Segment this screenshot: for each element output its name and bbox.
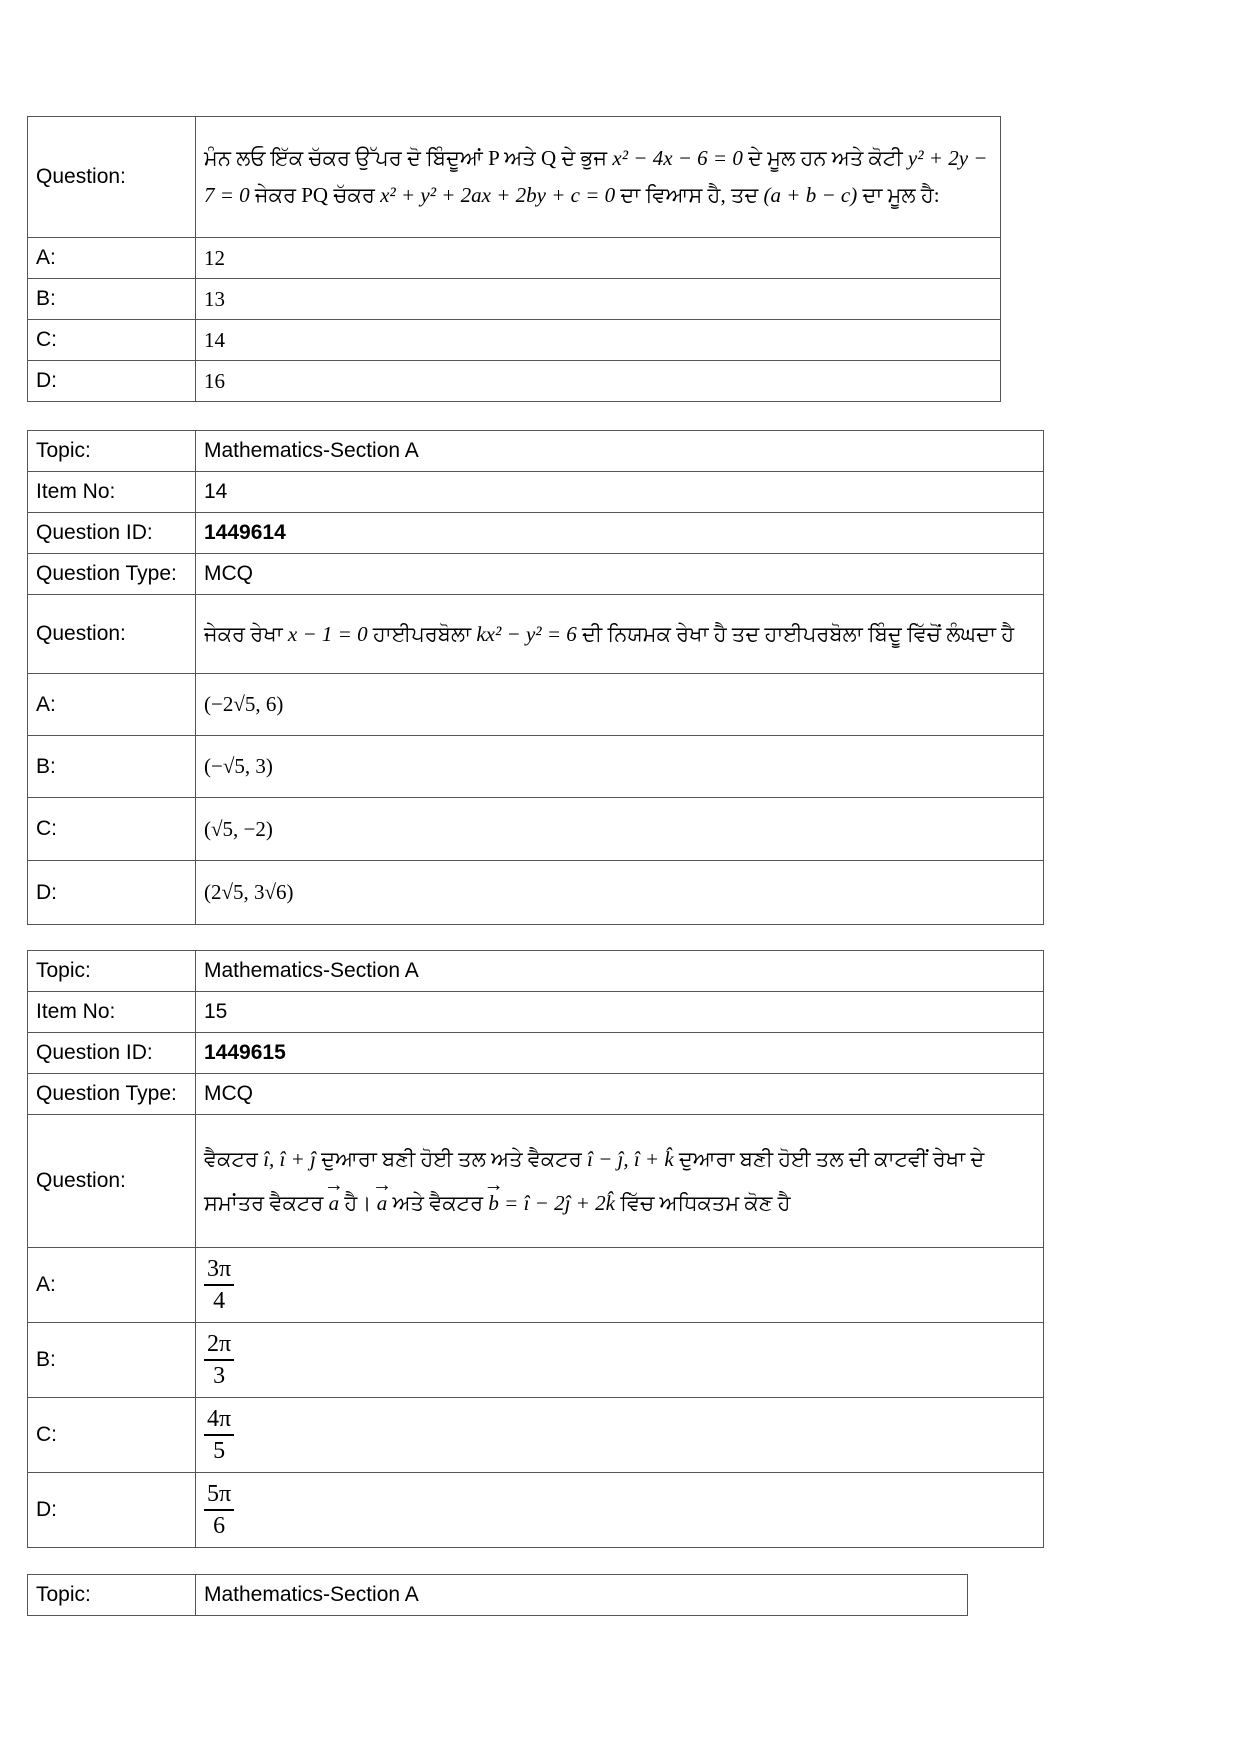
vector-b: → b bbox=[488, 1181, 499, 1225]
item-no-label: Item No: bbox=[28, 472, 196, 513]
vector-expression: = î − 2ĵ + 2k̂ bbox=[498, 1191, 615, 1215]
option-b-label: B: bbox=[28, 1323, 196, 1398]
option-c: 14 bbox=[196, 320, 1001, 361]
option-d-label: D: bbox=[28, 861, 196, 925]
item-no-label: Item No: bbox=[28, 992, 196, 1033]
item-no-value: 14 bbox=[196, 472, 1044, 513]
option-a bbox=[196, 1248, 1044, 1323]
question-label: Question: bbox=[28, 117, 196, 238]
option-a: (−2√5, 6) bbox=[196, 674, 1044, 736]
option-d: (2√5, 3√6) bbox=[196, 861, 1044, 925]
option-d-label: D: bbox=[28, 361, 196, 402]
option-a-label: A: bbox=[28, 1248, 196, 1323]
question-block-15 bbox=[27, 950, 1044, 1548]
option-d-label: D: bbox=[28, 1473, 196, 1548]
option-c bbox=[196, 1398, 1044, 1473]
question-type-label: Question Type: bbox=[28, 554, 196, 595]
option-c-label: C: bbox=[28, 798, 196, 861]
question-id-label: Question ID: bbox=[28, 513, 196, 554]
equation: x² − 4x − 6 = 0 bbox=[612, 146, 743, 170]
topic-value: Mathematics-Section A bbox=[196, 431, 1044, 472]
question-type-label: Question Type: bbox=[28, 1074, 196, 1115]
fraction: $\frac{3\pi}{4}$ bbox=[204, 1254, 234, 1316]
question-type-value: MCQ bbox=[196, 1074, 1044, 1115]
question-type-value: MCQ bbox=[196, 554, 1044, 595]
question-id-value: 1449614 bbox=[196, 513, 1044, 554]
topic-label: Topic: bbox=[28, 1575, 196, 1616]
option-a-label: A: bbox=[28, 674, 196, 736]
option-c: (√5, −2) bbox=[196, 798, 1044, 861]
equation: kx² − y² = 6 bbox=[476, 621, 577, 646]
question-block-16 bbox=[27, 1574, 968, 1616]
topic-value: Mathematics-Section A bbox=[196, 1575, 968, 1616]
option-d bbox=[196, 1473, 1044, 1548]
question-label: Question: bbox=[28, 1115, 196, 1248]
fraction: $\frac{4\pi}{5}$ bbox=[204, 1404, 234, 1466]
vector-expression: î, î + ĵ bbox=[263, 1147, 316, 1171]
option-d: 16 bbox=[196, 361, 1001, 402]
item-no-value: 15 bbox=[196, 992, 1044, 1033]
equation: x² + y² + 2ax + 2by + c = 0 bbox=[380, 183, 616, 207]
topic-label: Topic: bbox=[28, 951, 196, 992]
fraction: $\frac{2\pi}{3}$ bbox=[204, 1329, 234, 1391]
option-b bbox=[196, 1323, 1044, 1398]
fraction: $\frac{5\pi}{6}$ bbox=[204, 1479, 234, 1541]
question-block-13 bbox=[27, 116, 1001, 402]
equation: y² + 2y − 7 = 0 bbox=[204, 146, 988, 207]
option-a-label: A: bbox=[28, 238, 196, 279]
option-b: (−√5, 3) bbox=[196, 736, 1044, 798]
equation: x − 1 = 0 bbox=[287, 621, 368, 646]
option-a: 12 bbox=[196, 238, 1001, 279]
equation: (a + b − c) bbox=[763, 183, 858, 207]
question-text: ਮੰਨ ਲਓ ਇੱਕ ਚੱਕਰ ਉੱਪਰ ਦੋ ਬਿੰਦੂਆਂ P ਅਤੇ Q ਦੇ ਭੁਜ x² − 4x − 6 = 0 ਦੇ ਮੂਲ ਹਨ ਅਤੇ ਕੋਟੀ y² + 2y − 7 = 0 ਜੇਕਰ PQ ਚੱਕਰ x² + y² + 2ax + 2by + c = 0 ਦਾ ਵਿਆਸ ਹੈ, ਤਦ (a + b − c) ਦਾ ਮੂਲ ਹੈ: bbox=[196, 117, 1001, 238]
option-c-label: C: bbox=[28, 320, 196, 361]
vector-a: → a bbox=[377, 1181, 388, 1225]
question-label: Question: bbox=[28, 595, 196, 674]
vector-expression: î − ĵ, î + k̂ bbox=[586, 1147, 674, 1171]
topic-value: Mathematics-Section A bbox=[196, 951, 1044, 992]
vector-a: → a bbox=[329, 1181, 340, 1225]
option-b-label: B: bbox=[28, 279, 196, 320]
option-b-label: B: bbox=[28, 736, 196, 798]
topic-label: Topic: bbox=[28, 431, 196, 472]
question-text: ਜੇਕਰ ਰੇਖਾ x − 1 = 0 ਹਾਈਪਰਬੋਲਾ kx² − y² = 6 ਦੀ ਨਿਯਮਕ ਰੇਖਾ ਹੈ ਤਦ ਹਾਈਪਰਬੋਲਾ ਬਿੰਦੂ ਵਿੱਚੋਂ ਲੰਘਦਾ ਹੈ bbox=[196, 595, 1044, 674]
question-id-label: Question ID: bbox=[28, 1033, 196, 1074]
question-id-value: 1449615 bbox=[196, 1033, 1044, 1074]
question-text: ਵੈਕਟਰ î, î + ĵ ਦੁਆਰਾ ਬਣੀ ਹੋਈ ਤਲ ਅਤੇ ਵੈਕਟਰ î − ĵ, î + k̂ ਦੁਆਰਾ ਬਣੀ ਹੋਈ ਤਲ ਦੀ ਕਾਟਵੀਂ ਰੇਖਾ ਦੇ ਸਮਾਂਤਰ ਵੈਕਟਰ → a ਹੈ। → a ਅਤੇ ਵੈਕਟਰ → b = î − 2ĵ + 2k̂ ਵਿੱਚ ਅਧਿਕਤਮ ਕੋਣ ਹੈ bbox=[196, 1115, 1044, 1248]
option-b: 13 bbox=[196, 279, 1001, 320]
option-c-label: C: bbox=[28, 1398, 196, 1473]
question-block-14 bbox=[27, 430, 1044, 925]
